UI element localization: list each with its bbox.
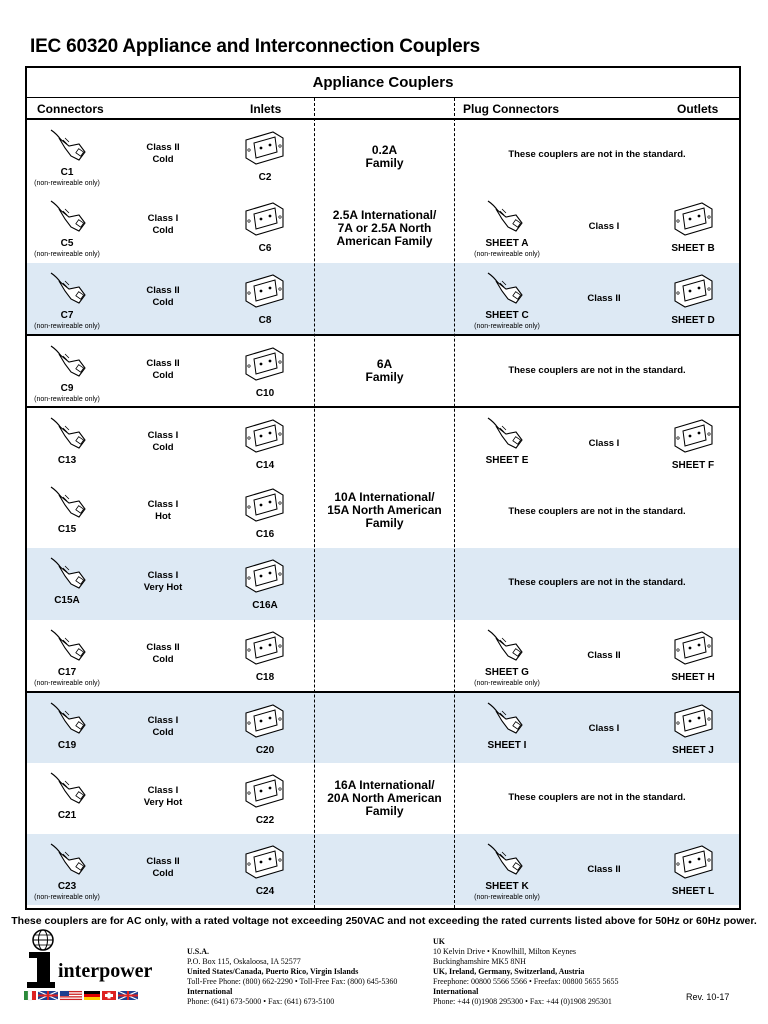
outlet-label: SHEET L [671,886,715,897]
outlet-label: SHEET F [671,459,715,471]
class-rating: Class II [146,284,180,296]
plug-connector-drawing [484,197,526,237]
revision: Rev. 10-17 [686,992,730,1002]
connector-plug-icon [47,554,89,599]
family-label [317,779,452,818]
connector-plug-drawing [47,699,89,739]
usa-region: United States/Canada, Puerto Rico, Virgin Islands [187,967,359,976]
inlet-label: C22 [255,814,275,826]
non-rewireable-note: (non-rewireable only) [34,679,100,687]
plug-class-rating: Class I [588,723,620,735]
temperature-rating: Cold [152,868,174,879]
plug-connector-icon [484,840,526,885]
plug-connector-label: SHEET E [485,454,529,466]
plug-connector-icon [484,197,526,242]
outlet-label: SHEET D [671,314,715,326]
non-rewireable-note: (non-rewireable only) [34,251,100,259]
family-label-line: Family [365,516,404,530]
non-rewireable-note: (non-rewireable only) [474,251,540,259]
connector-plug-drawing [47,769,89,809]
connector-plug-icon [47,769,89,814]
inlet-label: C16 [255,529,275,540]
temperature-rating: Cold [152,225,174,237]
family-label-line: Family [365,803,404,818]
inlet-label: C20 [255,745,275,757]
plug-connector-drawing [484,626,526,666]
connector-plug-icon [47,483,89,528]
logo-text: interpower [58,960,153,982]
temperature-rating: Cold [152,727,174,739]
connector-plug-drawing [47,554,89,594]
inlet-drawing [243,271,287,311]
outlet-drawing [672,199,716,239]
inlet-drawing [243,628,287,668]
class-rating: Class II [146,142,180,153]
column-inlets: Inlets [250,102,282,116]
usa-heading: U.S.A. [187,947,210,956]
table-row [27,620,739,691]
inlet-icon [243,344,287,389]
temperature-rating: Cold [152,653,174,665]
connector-plug-icon [47,840,89,885]
plug-connector-drawing [484,414,526,454]
plug-connector-label: SHEET C [485,309,529,321]
connector-plug-drawing [47,197,89,237]
inlet-icon [243,128,287,173]
inlet-label: C8 [258,314,272,326]
class-rating: Class I [147,570,179,582]
class-rating: Class I [147,715,179,727]
non-rewireable-note: (non-rewireable only) [34,396,100,404]
connector-label: C15A [54,595,80,607]
plug-class-rating: Class II [587,864,621,875]
coupler-table [25,66,741,910]
connector-plug-drawing [47,840,89,880]
family-label-line: 2.5A International/ [332,208,437,223]
family-label [317,209,452,248]
plug-connector-drawing [484,269,526,309]
class-rating: Class II [146,641,180,653]
inlet-label: C14 [255,459,275,471]
temperature-rating: Cold [152,441,174,453]
inlet-label: C24 [255,886,275,897]
plug-connector-label: SHEET I [487,740,527,752]
usa-phones: Toll-Free Phone: (800) 662-2290 • Toll-Free Fax: (800) 645-5360 [187,977,398,986]
usa-address: P.O. Box 115, Oskaloosa, IA 52577 [187,957,301,966]
connector-plug-drawing [47,414,89,454]
column-plug-connectors: Plug Connectors [463,102,560,116]
plug-class-rating: Class II [587,649,621,661]
outlet-icon [672,701,716,746]
plug-class-rating: Class II [587,292,621,304]
column-connectors: Connectors [37,102,104,116]
table-row [27,691,739,762]
inlet-label: C18 [255,671,275,683]
connector-plug-icon [47,197,89,242]
footer-note: These couplers are for AC only, with a rated voltage not exceeding 250VAC and not exceeding the rated currents listed above for 50Hz or 60Hz power. [11,915,757,927]
non-rewireable-note: (non-rewireable only) [34,322,100,330]
connector-label: C13 [57,454,77,466]
connector-plug-drawing [47,269,89,309]
connector-label: C15 [57,524,77,535]
inlet-icon [243,628,287,673]
plug-connector-icon [484,699,526,744]
page-title: IEC 60320 Appliance and Interconnection Couplers [30,36,481,57]
connector-plug-drawing [47,626,89,666]
inlet-label: C6 [258,243,272,255]
family-label-line: Family [365,370,404,385]
plug-connector-icon [484,414,526,459]
outlet-label: SHEET J [672,745,714,757]
column-outlets: Outlets [677,102,719,116]
inlet-label: C16A [252,600,278,612]
outlet-drawing [672,842,716,882]
family-label-line: 16A International/ [334,777,435,792]
outlet-icon [672,271,716,316]
class-rating: Class I [147,213,179,225]
connector-label: C23 [57,881,77,892]
inlet-drawing [243,199,287,239]
inlet-drawing [243,485,287,525]
class-rating: Class I [147,429,179,441]
inlet-drawing [243,344,287,384]
plug-class-rating: Class I [588,437,620,449]
plug-connector-drawing [484,699,526,739]
inlet-drawing [243,771,287,811]
outlet-drawing [672,628,716,668]
column-divider [454,98,455,908]
table-row [27,548,739,619]
connector-label: C9 [60,383,74,395]
usa-intl-heading: International [187,987,233,996]
outlet-label: SHEET B [671,243,715,255]
not-in-standard-note: These couplers are not in the standard. [508,577,686,589]
not-in-standard-note: These couplers are not in the standard. [508,365,686,377]
connector-plug-icon [47,126,89,171]
outlet-drawing [672,416,716,456]
connector-label: C19 [57,740,77,752]
non-rewireable-note: (non-rewireable only) [34,180,100,187]
outlet-icon [672,842,716,887]
usa-contact [187,947,397,1007]
temperature-rating: Very Hot [143,582,183,594]
connector-label: C7 [60,309,74,321]
inlet-icon [243,701,287,746]
connector-plug-drawing [47,342,89,382]
uk-address-line2: Buckinghamshire MK5 8NH [433,957,526,966]
connector-plug-icon [47,626,89,671]
connector-label: C5 [60,238,74,250]
outlet-label: SHEET H [671,671,715,683]
plug-connector-icon [484,269,526,314]
connector-plug-icon [47,342,89,387]
inlet-icon [243,556,287,601]
inlet-icon [243,271,287,316]
family-label-line: 7A or 2.5A North [337,221,432,236]
family-label-line: 6A [376,357,393,372]
inlet-label: C2 [258,172,272,183]
plug-connector-label: SHEET G [485,666,529,678]
column-divider [314,98,315,908]
table-header: Appliance Couplers [27,68,739,98]
connector-label: C1 [60,167,74,178]
inlet-drawing [243,842,287,882]
family-label [317,358,452,384]
inlet-label: C10 [255,388,275,400]
connector-plug-drawing [47,483,89,523]
outlet-icon [672,628,716,673]
plug-class-rating: Class I [588,221,620,233]
class-rating: Class I [147,784,179,796]
temperature-rating: Cold [152,154,174,165]
plug-connector-drawing [484,840,526,880]
family-label-line: 0.2A [371,143,398,157]
inlet-drawing [243,556,287,596]
outlet-icon [672,199,716,244]
usa-intl-phones: Phone: (641) 673-5000 • Fax: (641) 673-5100 [187,997,335,1006]
connector-plug-icon [47,269,89,314]
non-rewireable-note: (non-rewireable only) [474,894,540,901]
non-rewireable-note: (non-rewireable only) [474,322,540,330]
inlet-icon [243,485,287,530]
inlet-drawing [243,416,287,456]
not-in-standard-note: These couplers are not in the standard. [508,149,686,160]
uk-region: UK, Ireland, Germany, Switzerland, Austria [433,967,585,976]
uk-phones: Freephone: 00800 5566 5566 • Freefax: 00800 5655 5655 [433,977,619,986]
non-rewireable-note: (non-rewireable only) [34,894,100,901]
column-headers [27,98,739,120]
connector-plug-icon [47,414,89,459]
inlet-icon [243,842,287,887]
temperature-rating: Very Hot [143,796,183,808]
uk-heading: UK [433,937,445,946]
family-label-line: 10A International/ [334,490,435,504]
connector-plug-drawing [47,126,89,166]
family-label-line: American Family [336,234,433,249]
not-in-standard-note: These couplers are not in the standard. [508,506,686,517]
inlet-icon [243,416,287,461]
outlet-drawing [672,701,716,741]
not-in-standard-note: These couplers are not in the standard. [508,791,686,803]
inlet-icon [243,199,287,244]
uk-contact [433,937,618,1007]
non-rewireable-note: (non-rewireable only) [474,679,540,687]
plug-connector-label: SHEET A [485,238,529,250]
table-row [27,406,739,477]
temperature-rating: Hot [155,511,171,522]
plug-connector-label: SHEET K [485,881,529,892]
class-rating: Class I [147,499,179,510]
inlet-drawing [243,701,287,741]
connector-plug-icon [47,699,89,744]
outlet-drawing [672,271,716,311]
connector-label: C21 [57,809,77,821]
table-row [27,834,739,905]
family-label [317,491,452,530]
interpower-logo [24,928,174,1013]
inlet-icon [243,771,287,816]
family-label [317,144,452,170]
class-rating: Class II [146,358,180,370]
uk-intl-heading: International [433,987,479,996]
outlet-icon [672,416,716,461]
family-label-line: Family [365,156,404,170]
plug-connector-icon [484,626,526,671]
connector-label: C17 [57,666,77,678]
temperature-rating: Cold [152,296,174,308]
class-rating: Class II [146,856,180,867]
table-row [27,263,739,334]
family-label-line: 15A North American [327,503,442,517]
uk-address-line1: 10 Kelvin Drive • Knowlhill, Milton Keynes [433,947,577,956]
uk-intl-phones: Phone: +44 (0)1908 295300 • Fax: +44 (0)1908 295301 [433,997,612,1006]
family-label-line: 20A North American [327,790,442,805]
inlet-drawing [243,128,287,168]
temperature-rating: Cold [152,370,174,382]
